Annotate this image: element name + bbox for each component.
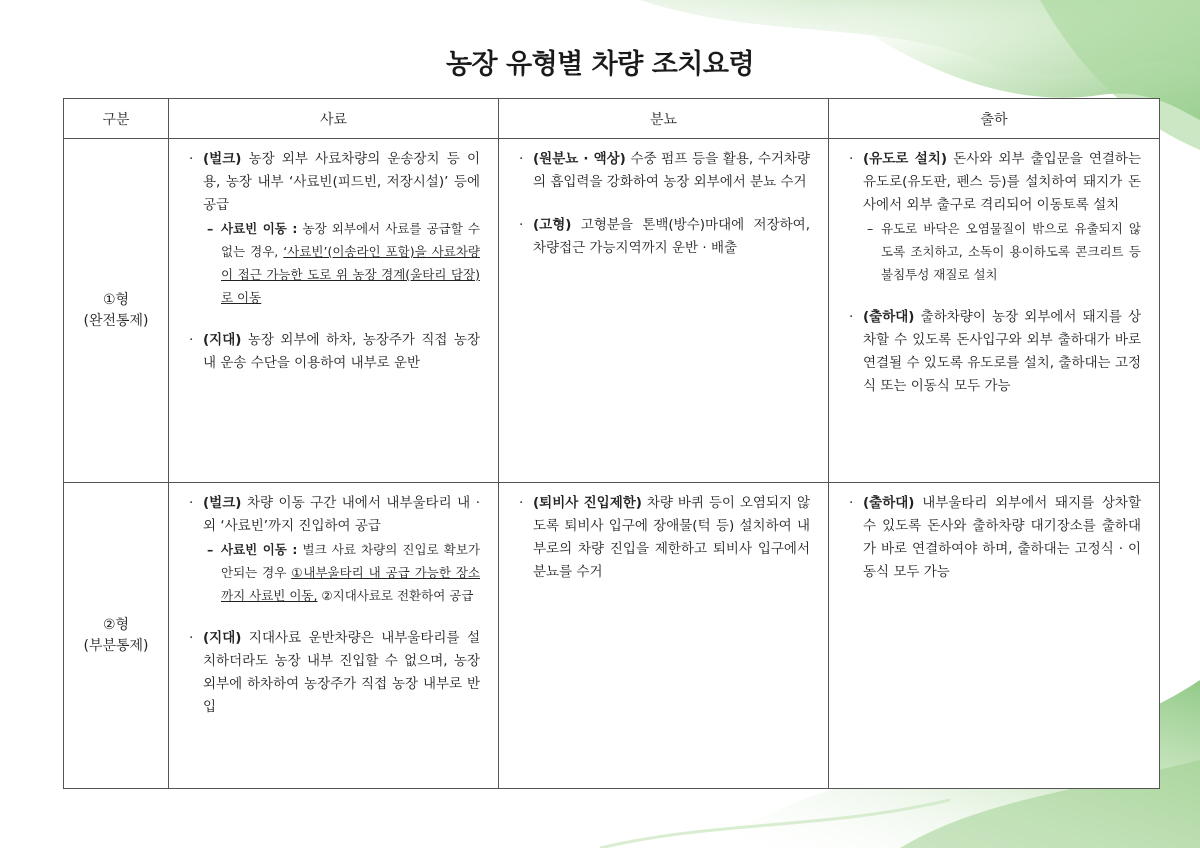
list-item: · (벌크) 차량 이동 구간 내에서 내부울타리 내 · 외 ‘사료빈’까지 진입하여 공급 – 사료빈 이동 : 벌크 사료 차량의 진입로 확보가 안되는 경우 ①내부울타리 내 공급 가능한 장소까지 사료빈 이동, ②지대사료로 전환하여 공급 [189, 492, 480, 607]
table-row [64, 139, 1160, 483]
type-cell [64, 139, 169, 483]
header-manure: 분뇨 [499, 99, 829, 139]
sub-item: – 유도로 바닥은 오염물질이 밖으로 유출되지 않도록 조치하고, 소독이 용이하도록 콘크리트 등 불침투성 재질로 설치 [867, 217, 1141, 286]
type-sublabel: (완전통제) [83, 312, 149, 329]
header-category: 구분 [64, 99, 169, 139]
header-shipping: 출하 [829, 99, 1160, 139]
feed-cell [169, 139, 499, 483]
table-header-row [64, 99, 1160, 139]
list-item: · (벌크) 농장 외부 사료차량의 운송장치 등 이용, 농장 내부 ‘사료빈(피드빈, 저장시설)’ 등에 공급 – 사료빈 이동 : 농장 외부에서 사료를 공급할 수 없는 경우, ‘사료빈’(이송라인 포함)을 사료차량이 접근 가능한 도로 위 농장 경계(울타리 담장)로 이동 [189, 148, 480, 309]
feed-cell [169, 483, 499, 789]
shipping-cell [829, 483, 1160, 789]
sub-item: – 사료빈 이동 : 벌크 사료 차량의 진입로 확보가 안되는 경우 ①내부울타리 내 공급 가능한 장소까지 사료빈 이동, ②지대사료로 전환하여 공급 [207, 538, 480, 607]
header-feed: 사료 [169, 99, 499, 139]
list-item: · (원분뇨 · 액상) 수중 펌프 등을 활용, 수거차량의 흡입력을 강화하여 농장 외부에서 분뇨 수거 [519, 148, 810, 194]
sub-item: – 사료빈 이동 : 농장 외부에서 사료를 공급할 수 없는 경우, ‘사료빈’(이송라인 포함)을 사료차량이 접근 가능한 도로 위 농장 경계(울타리 담장)로 이동 [207, 217, 480, 309]
manure-cell [499, 139, 829, 483]
shipping-cell [829, 139, 1160, 483]
list-item: · (퇴비사 진입제한) 차량 바퀴 등이 오염되지 않도록 퇴비사 입구에 장애물(턱 등) 설치하여 내부로의 차량 진입을 제한하고 퇴비사 입구에서 분뇨를 수거 [519, 492, 810, 584]
list-item: · (출하대) 출하차량이 농장 외부에서 돼지를 상차할 수 있도록 돈사입구와 외부 출하대가 바로 연결될 수 있도록 유도로를 설치, 출하대는 고정식 또는 이동식 모두 가능 [849, 306, 1141, 398]
type-label: ①형 [102, 291, 130, 308]
list-item: · (출하대) 내부울타리 외부에서 돼지를 상차할 수 있도록 돈사와 출하차량 대기장소를 출하대가 바로 연결하여야 하며, 출하대는 고정식 · 이동식 모두 가능 [849, 492, 1141, 584]
type-label: ②형 [102, 616, 130, 633]
page-title: 농장 유형별 차량 조치요령 [445, 49, 755, 80]
list-item: · (유도로 설치) 돈사와 외부 출입문을 연결하는 유도로(유도판, 펜스 등)를 설치하여 돼지가 돈사에서 외부 출구로 격리되어 이동토록 설치 – 유도로 바닥은 오염물질이 밖으로 유출되지 않도록 조치하고, 소독이 용이하도록 콘크리트 등 불침투성 재질로 설치 [849, 148, 1141, 286]
table-row [64, 483, 1160, 789]
manure-cell [499, 483, 829, 789]
type-sublabel: (부분통제) [83, 637, 149, 654]
type-cell [64, 483, 169, 789]
measures-table [63, 98, 1160, 789]
list-item: · (지대) 지대사료 운반차량은 내부울타리를 설치하더라도 농장 내부 진입할 수 없으며, 농장 외부에 하차하여 농장주가 직접 농장 내부로 반입 [189, 627, 480, 719]
list-item: · (고형) 고형분을 톤백(방수)마대에 저장하여, 차량접근 가능지역까지 운반 · 배출 [519, 214, 810, 260]
list-item: · (지대) 농장 외부에 하차, 농장주가 직접 농장내 운송 수단을 이용하여 내부로 운반 [189, 329, 480, 375]
